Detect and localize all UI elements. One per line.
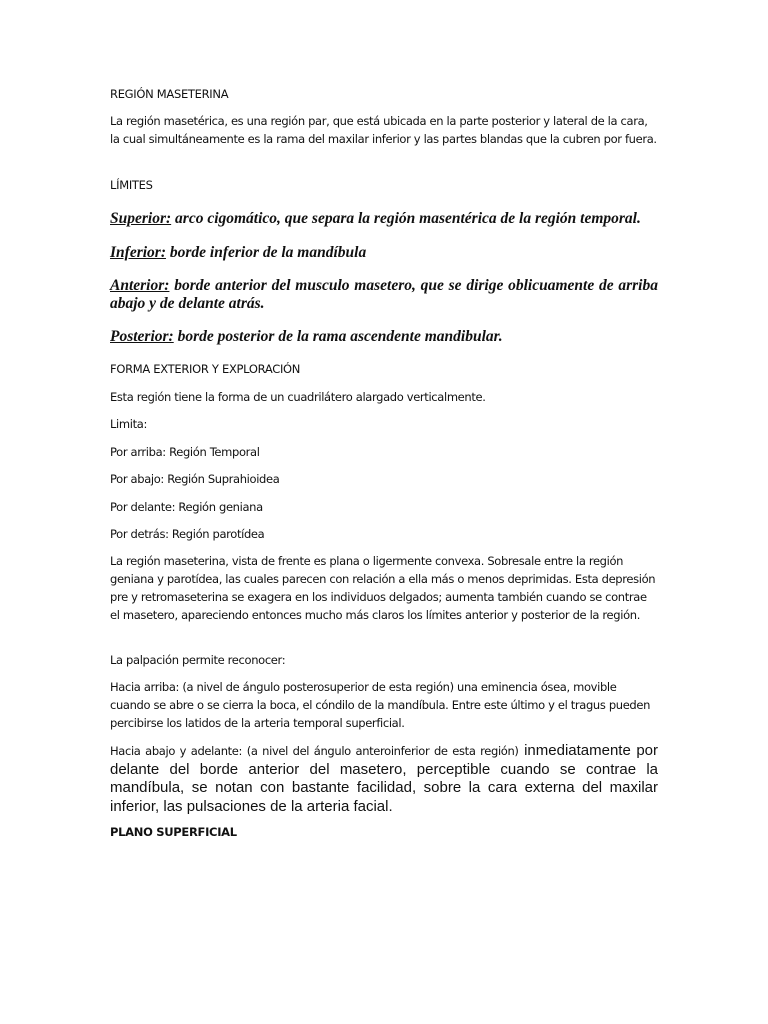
intro-paragraph: La región masetérica, es una región par, que está ubicada en la parte posterior y lateral de la cara, la cual simultáneamente es la rama del maxilar inferior y las partes blandas que la cubren por fuera. bbox=[110, 114, 657, 146]
limits-heading: LÍMITES bbox=[110, 178, 153, 192]
border-item: Por arriba: Región Temporal bbox=[110, 445, 260, 459]
limit-superior bbox=[110, 210, 658, 228]
palpation-down-paragraph bbox=[110, 742, 658, 816]
superficial-heading: PLANO SUPERFICIAL bbox=[110, 825, 237, 839]
form-paragraph: Esta región tiene la forma de un cuadrilátero alargado verticalmente. bbox=[110, 390, 486, 404]
border-item: Por delante: Región geniana bbox=[110, 500, 263, 514]
limit-text: borde posterior de la rama ascendente mandibular. bbox=[173, 328, 503, 345]
limit-text: borde inferior de la mandíbula bbox=[165, 244, 367, 261]
palpation-intro: La palpación permite reconocer: bbox=[110, 653, 286, 667]
palpation-down-lead: Hacia abajo y adelante: (a nivel del ángulo anteroinferior de esta región) bbox=[110, 744, 519, 758]
limit-label: Superior: bbox=[110, 210, 172, 227]
border-item: Por abajo: Región Suprahioidea bbox=[110, 472, 280, 486]
limit-label: Anterior: bbox=[110, 277, 170, 294]
description-paragraph: La región maseterina, vista de frente es plana o ligermente convexa. Sobresale entre la región geniana y parotídea, las cuales parecen con relación a ella más o menos deprimidas. Esta depresión pre y retromaseterina se exagera en los individuos delgados; aumenta también cuando se contrae el masetero, apareciendo entonces mucho más claros los límites anterior y posterior de la región. bbox=[110, 554, 656, 622]
palpation-down-rest: inmediatamente por delante del borde anterior del masetero, perceptible cuando se contrae la mandíbula, se notan con bastante facilidad, sobre la cara externa del maxilar inferior, las pulsaciones de la arteria facial. bbox=[110, 742, 659, 815]
limit-label: Posterior: bbox=[110, 328, 174, 345]
limit-inferior bbox=[110, 244, 658, 262]
limit-text: borde anterior del musculo masetero, que se dirige oblicuamente de arriba abajo y de delante atrás. bbox=[110, 277, 658, 312]
form-heading: FORMA EXTERIOR Y EXPLORACIÓN bbox=[110, 362, 301, 376]
page-title: REGIÓN MASETERINA bbox=[110, 87, 229, 101]
limit-posterior bbox=[110, 328, 658, 346]
limita-label: Limita: bbox=[110, 417, 147, 431]
palpation-up-paragraph: Hacia arriba: (a nivel de ángulo posterosuperior de esta región) una eminencia ósea, movible cuando se abre o se cierra la boca, el cóndilo de la mandíbula. Entre este último y el tragus pueden percibirse los latidos de la arteria temporal superficial. bbox=[110, 680, 651, 730]
limit-text: arco cigomático, que separa la región masentérica de la región temporal. bbox=[171, 210, 641, 227]
limit-label: Inferior: bbox=[110, 244, 166, 261]
limit-anterior bbox=[110, 277, 658, 313]
border-item: Por detrás: Región parotídea bbox=[110, 527, 265, 541]
